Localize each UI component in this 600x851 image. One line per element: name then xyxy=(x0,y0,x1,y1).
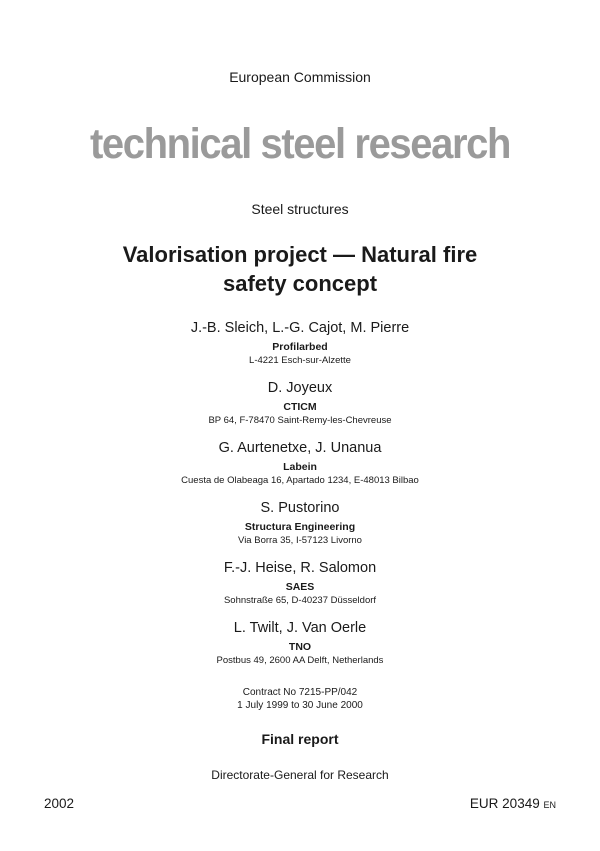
report-title-line-2: safety concept xyxy=(222,271,378,296)
partner-address: L-4221 Esch-sur-Alzette xyxy=(249,355,351,366)
eur-language: EN xyxy=(543,800,556,810)
partner-list xyxy=(0,319,600,679)
contract-number: Contract No 7215-PP/042 xyxy=(242,687,358,698)
partner-group xyxy=(0,499,600,547)
partner-organization: Structura Engineering xyxy=(244,521,356,533)
partner-group xyxy=(0,319,600,367)
partner-group xyxy=(0,379,600,427)
directorate-general: Directorate-General for Research xyxy=(211,768,389,782)
partner-organization: Labein xyxy=(283,461,317,473)
partner-authors: L. Twilt, J. Van Oerle xyxy=(233,620,367,636)
contract-period: 1 July 1999 to 30 June 2000 xyxy=(237,700,363,711)
partner-authors: F.-J. Heise, R. Salomon xyxy=(223,560,377,576)
partner-organization: CTICM xyxy=(283,401,317,413)
eur-number: EUR 20349 xyxy=(469,796,540,811)
partner-address: Sohnstraße 65, D-40237 Düsseldorf xyxy=(223,595,377,606)
partner-group xyxy=(0,439,600,487)
partner-address: Cuesta de Olabeaga 16, Apartado 1234, E-48013 Bilbao xyxy=(181,475,419,486)
subseries-label: Steel structures xyxy=(251,201,349,217)
partner-authors: J.-B. Sleich, L.-G. Cajot, M. Pierre xyxy=(190,320,410,336)
partner-organization: TNO xyxy=(288,641,312,653)
partner-address: Via Borra 35, I-57123 Livorno xyxy=(238,535,362,546)
partner-authors: S. Pustorino xyxy=(260,500,340,516)
partner-organization: Profilarbed xyxy=(272,341,328,353)
organization-name: European Commission xyxy=(229,69,371,85)
partner-address: Postbus 49, 2600 AA Delft, Netherlands xyxy=(216,655,384,666)
report-title xyxy=(0,240,600,298)
partner-authors: D. Joyeux xyxy=(267,380,333,396)
contract-info xyxy=(0,686,600,712)
partner-group xyxy=(0,619,600,667)
series-title: technical steel research xyxy=(89,120,511,168)
publication-year: 2002 xyxy=(44,796,75,811)
partner-organization: SAES xyxy=(285,581,315,593)
report-type: Final report xyxy=(261,731,339,747)
partner-address: BP 64, F-78470 Saint-Remy-les-Chevreuse xyxy=(208,415,392,426)
report-title-line-1: Valorisation project — Natural fire xyxy=(122,242,478,267)
partner-authors: G. Aurtenetxe, J. Unanua xyxy=(218,440,382,456)
partner-group xyxy=(0,559,600,607)
eur-reference xyxy=(470,796,556,811)
